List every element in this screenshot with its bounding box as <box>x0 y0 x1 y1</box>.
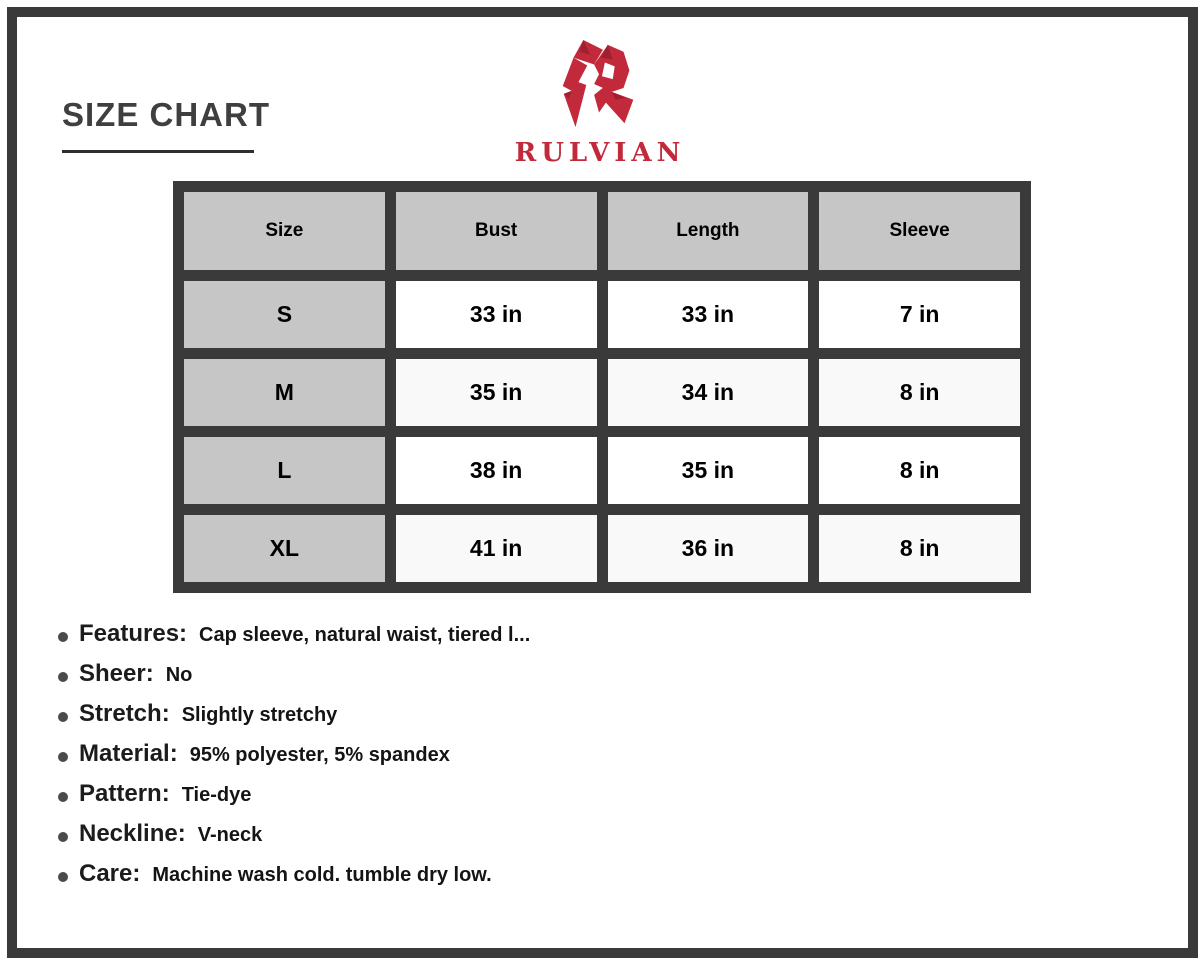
list-item-pattern <box>58 780 530 813</box>
length-value: 34 in <box>608 359 809 426</box>
detail-value: Tie-dye <box>181 784 252 806</box>
size-table <box>173 181 1031 593</box>
detail-value: No <box>165 664 193 686</box>
bust-value: 35 in <box>396 359 597 426</box>
bust-value: 33 in <box>396 281 597 348</box>
bullet-icon <box>58 712 68 722</box>
column-header-bust: Bust <box>396 192 597 270</box>
detail-label: Neckline: <box>79 820 186 847</box>
brand-r-icon <box>550 38 650 136</box>
table-row-xl <box>184 515 1020 582</box>
detail-label: Material: <box>79 740 178 767</box>
list-item-stretch <box>58 700 530 733</box>
brand-name: RULVIAN <box>514 138 686 168</box>
detail-value: 95% polyester, 5% spandex <box>189 744 450 766</box>
column-header-size: Size <box>184 192 385 270</box>
table-row-s <box>184 281 1020 348</box>
length-value: 35 in <box>608 437 809 504</box>
sleeve-value: 7 in <box>819 281 1020 348</box>
detail-value: V-neck <box>197 824 263 846</box>
size-label: XL <box>184 515 385 582</box>
size-label: L <box>184 437 385 504</box>
detail-label: Features: <box>79 620 188 647</box>
list-item-features <box>58 620 530 653</box>
table-row-m <box>184 359 1020 426</box>
list-item-sheer <box>58 660 530 693</box>
bullet-icon <box>58 672 68 682</box>
list-item-material <box>58 740 530 773</box>
length-value: 33 in <box>608 281 809 348</box>
list-item-neckline <box>58 820 530 853</box>
bullet-icon <box>58 632 68 642</box>
detail-label: Care: <box>79 860 141 887</box>
detail-label: Stretch: <box>79 700 170 727</box>
page-title: SIZE CHART <box>62 96 270 133</box>
detail-label: Pattern: <box>79 780 170 807</box>
sleeve-value: 8 in <box>819 515 1020 582</box>
column-header-length: Length <box>608 192 809 270</box>
sleeve-value: 8 in <box>819 359 1020 426</box>
size-label: M <box>184 359 385 426</box>
bullet-icon <box>58 832 68 842</box>
detail-value: Cap sleeve, natural waist, tiered l... <box>199 624 531 646</box>
product-details-list <box>58 620 530 900</box>
table-row-l <box>184 437 1020 504</box>
size-table-header-row <box>184 192 1020 270</box>
bullet-icon <box>58 792 68 802</box>
bullet-icon <box>58 752 68 762</box>
sleeve-value: 8 in <box>819 437 1020 504</box>
bust-value: 41 in <box>396 515 597 582</box>
size-label: S <box>184 281 385 348</box>
column-header-sleeve: Sleeve <box>819 192 1020 270</box>
list-item-care <box>58 860 530 893</box>
bullet-icon <box>58 872 68 882</box>
detail-value: Slightly stretchy <box>181 704 338 726</box>
detail-label: Sheer: <box>79 660 154 687</box>
bust-value: 38 in <box>396 437 597 504</box>
detail-value: Machine wash cold. tumble dry low. <box>152 864 492 886</box>
length-value: 36 in <box>608 515 809 582</box>
brand-logo <box>0 38 1200 168</box>
